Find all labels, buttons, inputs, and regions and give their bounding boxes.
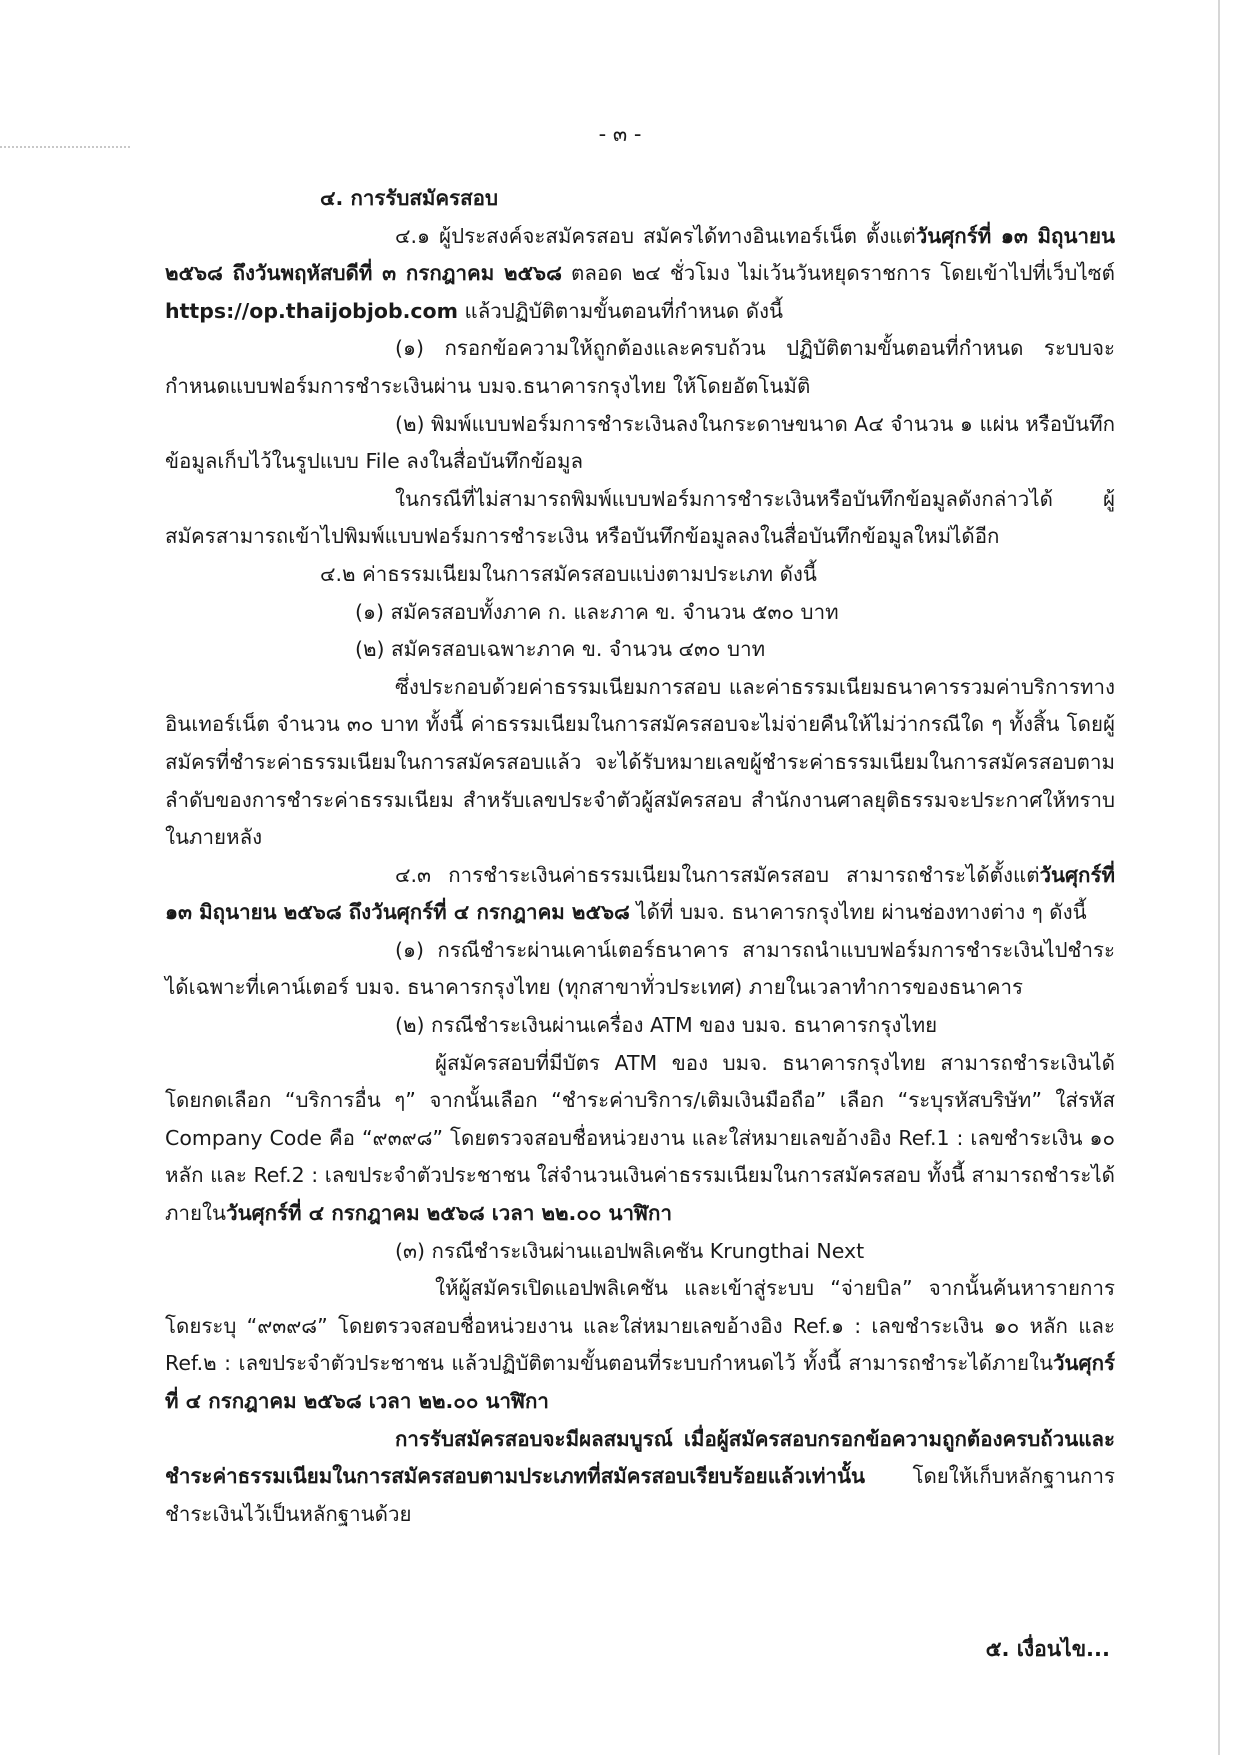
- scan-edge-line: [1218, 0, 1220, 1755]
- paragraph-4-3-item-3: (๓) กรณีชำระเงินผ่านแอปพลิเคชัน Krungthai Next: [395, 1238, 865, 1263]
- closing-bold-text: การรับสมัครสอบจะมีผลสมบูรณ์ เมื่อผู้สมัครสอบกรอกข้อความถูกต้องครบถ้วนและชำระค่าธรรมเนียมในการสมัครสอบตามประเภทที่สมัครสอบเรียบร้อยแล้วเท่านั้น: [165, 1426, 1115, 1489]
- closing-paragraph: [165, 1421, 1115, 1534]
- document-body: [165, 180, 1115, 1533]
- paragraph-4-1-note: ในกรณีที่ไม่สามารถพิมพ์แบบฟอร์มการชำระเงินหรือบันทึกข้อมูลดังกล่าวได้ ผู้สมัครสามารถเข้าไปพิมพ์แบบฟอร์มการชำระเงิน หรือบันทึกข้อมูลลงในสื่อบันทึกข้อมูลใหม่ได้อีก: [165, 486, 1115, 549]
- page-number: - ๓ -: [598, 122, 642, 146]
- paragraph-4-3: [165, 857, 1115, 932]
- p1-text-c: ตลอด ๒๔ ชั่วโมง ไม่เว้นวันหยุดราชการ โดยเข้าไปที่เว็บไซต์: [561, 261, 1115, 286]
- p1-dates: วันศุกร์ที่ ๑๓ มิถุนายน ๒๕๖๘ ถึงวันพฤหัสบดีที่ ๓ กรกฎาคม ๒๕๖๘: [165, 223, 1115, 286]
- paragraph-4-3-item-1: (๑) กรณีชำระผ่านเคาน์เตอร์ธนาคาร สามารถนำแบบฟอร์มการชำระเงินไปชำระได้เฉพาะที่เคาน์เตอร์ บมจ. ธนาคารกรุงไทย (ทุกสาขาทั่วประเทศ) ภายในเวลาทำการของธนาคาร: [165, 937, 1115, 1000]
- app-deadline: วันศุกร์ที่ ๔ กรกฎาคม ๒๕๖๘ เวลา ๒๒.๐๐ นาฬิกา: [165, 1351, 1115, 1413]
- p3-text-a: ๔.๓ การชำระเงินค่าธรรมเนียมในการสมัครสอบ สามารถชำระได้ตั้งแต่: [395, 862, 1040, 887]
- paragraph-4-2-note: ซึ่งประกอบด้วยค่าธรรมเนียมการสอบ และค่าธรรมเนียมธนาคารรวมค่าบริการทางอินเทอร์เน็ต จำนวน ๓๐ บาท ทั้งนี้ ค่าธรรมเนียมในการสมัครสอบจะไม่จ่ายคืนให้ไม่ว่ากรณีใด ๆ ทั้งสิ้น โดยผู้สมัครที่ชำระค่าธรรมเนียมในการสมัครสอบแล้ว จะได้รับหมายเลขผู้ชำระค่าธรรมเนียมในการสมัครสอบตามลำดับของการชำระค่าธรรมเนียม สำหรับเลขประจำตัวผู้สมัครสอบ สำนักงานศาลยุติธรรมจะประกาศให้ทราบในภายหลัง: [165, 674, 1115, 850]
- app-instructions: ให้ผู้สมัครเปิดแอปพลิเคชัน และเข้าสู่ระบบ “จ่ายบิล” จากนั้นค้นหารายการ โดยระบุ “๙๓๙๘” โดยตรวจสอบชื่อหน่วยงาน และใส่หมายเลขอ้างอิง Ref.๑ : เลขชำระเงิน ๑๐ หลัก และ Ref.๒ : เลขประจำตัวประชาชน แล้วปฏิบัติตามขั้นตอนที่ระบบกำหนดไว้ ทั้งนี้ สามารถชำระได้ภายใน: [165, 1276, 1115, 1376]
- paragraph-4-1-item-1: (๑) กรอกข้อความให้ถูกต้องและครบถ้วน ปฏิบัติตามขั้นตอนที่กำหนด ระบบจะกำหนดแบบฟอร์มการชำระเงินผ่าน บมจ.ธนาคารกรุงไทย ให้โดยอัตโนมัติ: [165, 336, 1115, 398]
- paragraph-4-3-item-2-text: [165, 1045, 1115, 1233]
- paragraph-4-3-item-3-text: [165, 1270, 1115, 1420]
- paragraph-4-1: [165, 218, 1115, 331]
- paragraph-4-3-item-2: (๒) กรณีชำระเงินผ่านเครื่อง ATM ของ บมจ. ธนาคารกรุงไทย: [395, 1013, 938, 1038]
- p3-dates: วันศุกร์ที่ ๑๓ มิถุนายน ๒๕๖๘ ถึงวันศุกร์ที่ ๔ กรกฎาคม ๒๕๖๘: [165, 862, 1115, 925]
- p1-text-a: ๔.๑ ผู้ประสงค์จะสมัครสอบ สมัครได้ทางอินเทอร์เน็ต ตั้งแต่: [395, 223, 916, 248]
- continuation-marker: ๕. เงื่อนไข...: [985, 1637, 1110, 1661]
- atm-instructions: ผู้สมัครสอบที่มีบัตร ATM ของ บมจ. ธนาคารกรุงไทย สามารถชำระเงินได้ โดยกดเลือก “บริการอื่น ๆ” จากนั้นเลือก “ชำระค่าบริการ/เติมเงินมือถือ” เลือก “ระบุรหัสบริษัท” ใส่รหัส Company Code คือ “๙๓๙๘” โดยตรวจสอบชื่อหน่วยงาน และใส่หมายเลขอ้างอิง Ref.1 : เลขชำระเงิน ๑๐ หลัก และ Ref.2 : เลขประจำตัวประชาชน ใส่จำนวนเงินค่าธรรมเนียมในการสมัครสอบ ทั้งนี้ สามารถชำระได้ภายใน: [165, 1050, 1115, 1226]
- paragraph-4-2-item-2: (๒) สมัครสอบเฉพาะภาค ข. จำนวน ๔๓๐ บาท: [355, 637, 766, 662]
- website-link[interactable]: https://op.thaijobjob.com: [165, 298, 458, 323]
- p3-text-c: ได้ที่ บมจ. ธนาคารกรุงไทย ผ่านช่องทางต่าง ๆ ดังนี้: [629, 900, 1087, 925]
- p1-text-d: แล้วปฏิบัติตามขั้นตอนที่กำหนด ดังนี้: [458, 298, 784, 323]
- atm-deadline: วันศุกร์ที่ ๔ กรกฎาคม ๒๕๖๘ เวลา ๒๒.๐๐ นาฬิกา: [226, 1201, 672, 1226]
- closing-rest-text: โดยให้เก็บหลักฐานการชำระเงินไว้เป็นหลักฐานด้วย: [165, 1464, 1115, 1526]
- section-heading: ๔. การรับสมัครสอบ: [320, 186, 498, 210]
- paragraph-4-1-item-2: (๒) พิมพ์แบบฟอร์มการชำระเงินลงในกระดาษขนาด A๔ จำนวน ๑ แผ่น หรือบันทึกข้อมูลเก็บไว้ในรูปแบบ File ลงในสื่อบันทึกข้อมูล: [165, 411, 1116, 474]
- paragraph-4-2-item-1: (๑) สมัครสอบทั้งภาค ก. และภาค ข. จำนวน ๕๓๐ บาท: [355, 599, 839, 624]
- paragraph-4-2: ๔.๒ ค่าธรรมเนียมในการสมัครสอบแบ่งตามประเภท ดังนี้: [320, 561, 817, 586]
